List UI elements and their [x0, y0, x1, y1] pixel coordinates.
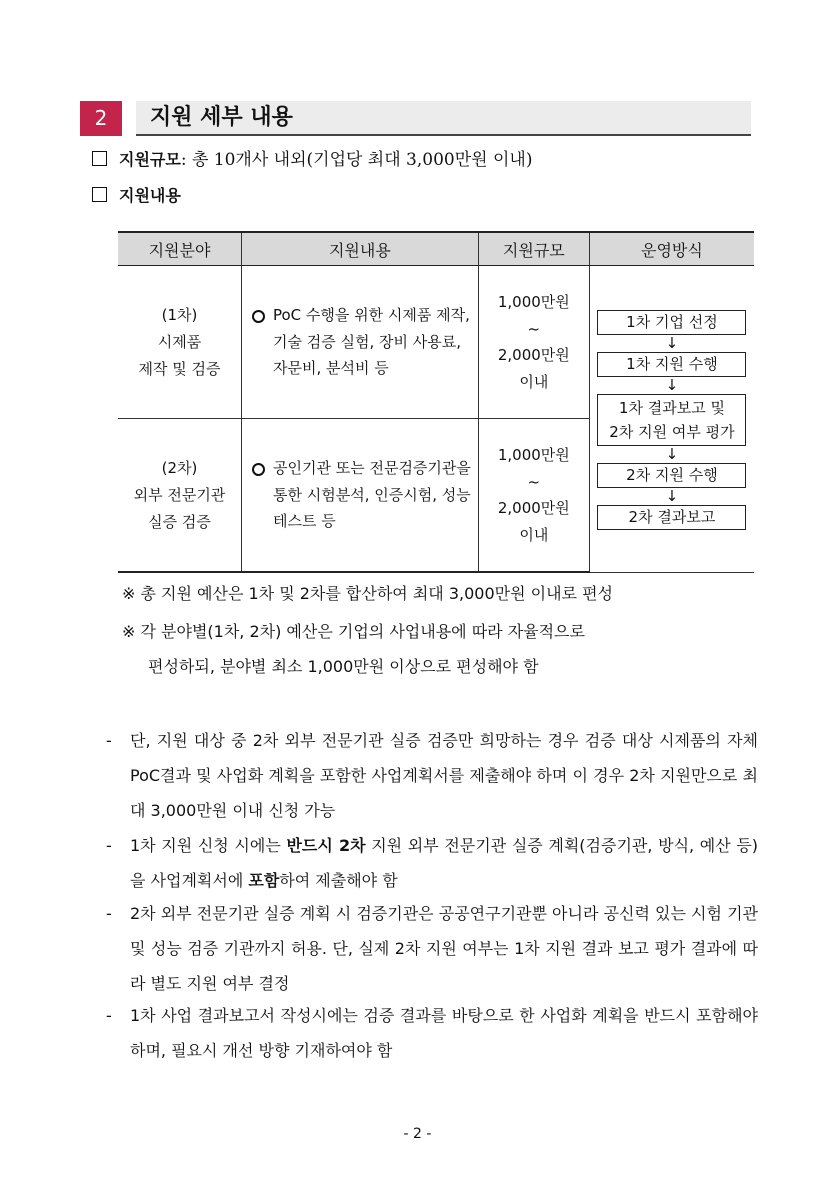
flow-step-4: 2차 지원 수행 — [597, 463, 746, 488]
section-header — [80, 101, 751, 136]
section-number: 2 — [80, 101, 122, 136]
scale-label: 지원규모 — [119, 150, 181, 169]
circle-bullet-icon — [252, 310, 265, 323]
section-title: 지원 세부 내용 — [150, 105, 293, 130]
down-arrow-icon: ↓ — [665, 333, 679, 352]
checkbox-square-icon — [92, 151, 107, 166]
circle-bullet-icon — [252, 463, 265, 476]
content-line — [92, 184, 181, 208]
scale-line — [92, 148, 532, 172]
section-title-bar — [136, 101, 751, 136]
table-header-row — [118, 232, 754, 266]
content-label: 지원내용 — [119, 186, 181, 205]
header-content: 지원내용 — [241, 232, 478, 266]
note-1: ※ 총 지원 예산은 1차 및 2차를 합산하여 최대 3,000만원 이내로 편성 — [122, 584, 614, 603]
down-arrow-icon: ↓ — [665, 486, 679, 505]
paragraph-2: - 1차 지원 신청 시에는 반드시 2차 지원 외부 전문기관 실증 계획(검증기관, 방식, 예산 등)을 사업계획서에 포함하여 제출해야 함 — [106, 836, 759, 890]
down-arrow-icon: ↓ — [665, 444, 679, 463]
row1-content: PoC 수행을 위한 시제품 제작, 기술 검증 실험, 장비 사용료, 자문비, 분석비 등 — [241, 266, 478, 419]
down-arrow-icon: ↓ — [665, 375, 679, 394]
paragraph-1: - 단, 지원 대상 중 2차 외부 전문기관 실증 검증만 희망하는 경우 검증 대상 시제품의 자체 PoC결과 및 사업화 계획을 포함한 사업계획서를 제출해야 하며 이 경우 2차 지원만으로 최대 3,000만원 이내 신청 가능 — [106, 731, 758, 820]
flow-step-1: 1차 기업 선정 — [597, 310, 746, 335]
row2-content: 공인기관 또는 전문검증기관을 통한 시험분석, 인증시험, 성능테스트 등 — [241, 419, 478, 573]
table-row — [118, 266, 754, 419]
header-amount: 지원규모 — [478, 232, 589, 266]
flow-step-3: 1차 결과보고 및 2차 지원 여부 평가 — [597, 394, 746, 446]
support-table — [118, 231, 754, 573]
note-2-continued: 편성하되, 분야별 최소 1,000만원 이상으로 편성해야 함 — [148, 657, 539, 676]
note-2: ※ 각 분야별(1차, 2차) 예산은 기업의 사업내용에 따라 자율적으로 — [122, 622, 585, 641]
scale-text: : 총 10개사 내외(기업당 최대 3,000만원 이내) — [180, 150, 533, 170]
row1-field: (1차) 시제품 제작 및 검증 — [118, 266, 241, 419]
flow-step-5: 2차 결과보고 — [597, 505, 746, 530]
paragraph-3: - 2차 외부 전문기관 실증 계획 시 검증기관은 공공연구기관뿐 아니라 공신력 있는 시험 기관 및 성능 검증 기관까지 허용. 단, 실제 2차 지원 여부는 1차 지원 결과 보고 평가 결과에 따라 별도 지원 여부 결정 — [106, 904, 758, 993]
flow-step-2: 1차 지원 수행 — [597, 352, 746, 377]
operation-flow — [590, 288, 754, 550]
row2-field: (2차) 외부 전문기관 실증 검증 — [118, 419, 241, 573]
row2-amount: 1,000만원 ~ 2,000만원 이내 — [478, 419, 589, 573]
operation-flow-cell — [589, 266, 754, 573]
checkbox-square-icon — [92, 187, 107, 202]
paragraph-4: - 1차 사업 결과보고서 작성시에는 검증 결과를 바탕으로 한 사업화 계획을 반드시 포함해야 하며, 필요시 개선 방향 기재하여야 함 — [106, 1006, 758, 1060]
page-number: - 2 - — [403, 1126, 432, 1142]
header-field: 지원분야 — [118, 232, 241, 266]
header-operation: 운영방식 — [589, 232, 754, 266]
row1-amount: 1,000만원 ~ 2,000만원 이내 — [478, 266, 589, 419]
